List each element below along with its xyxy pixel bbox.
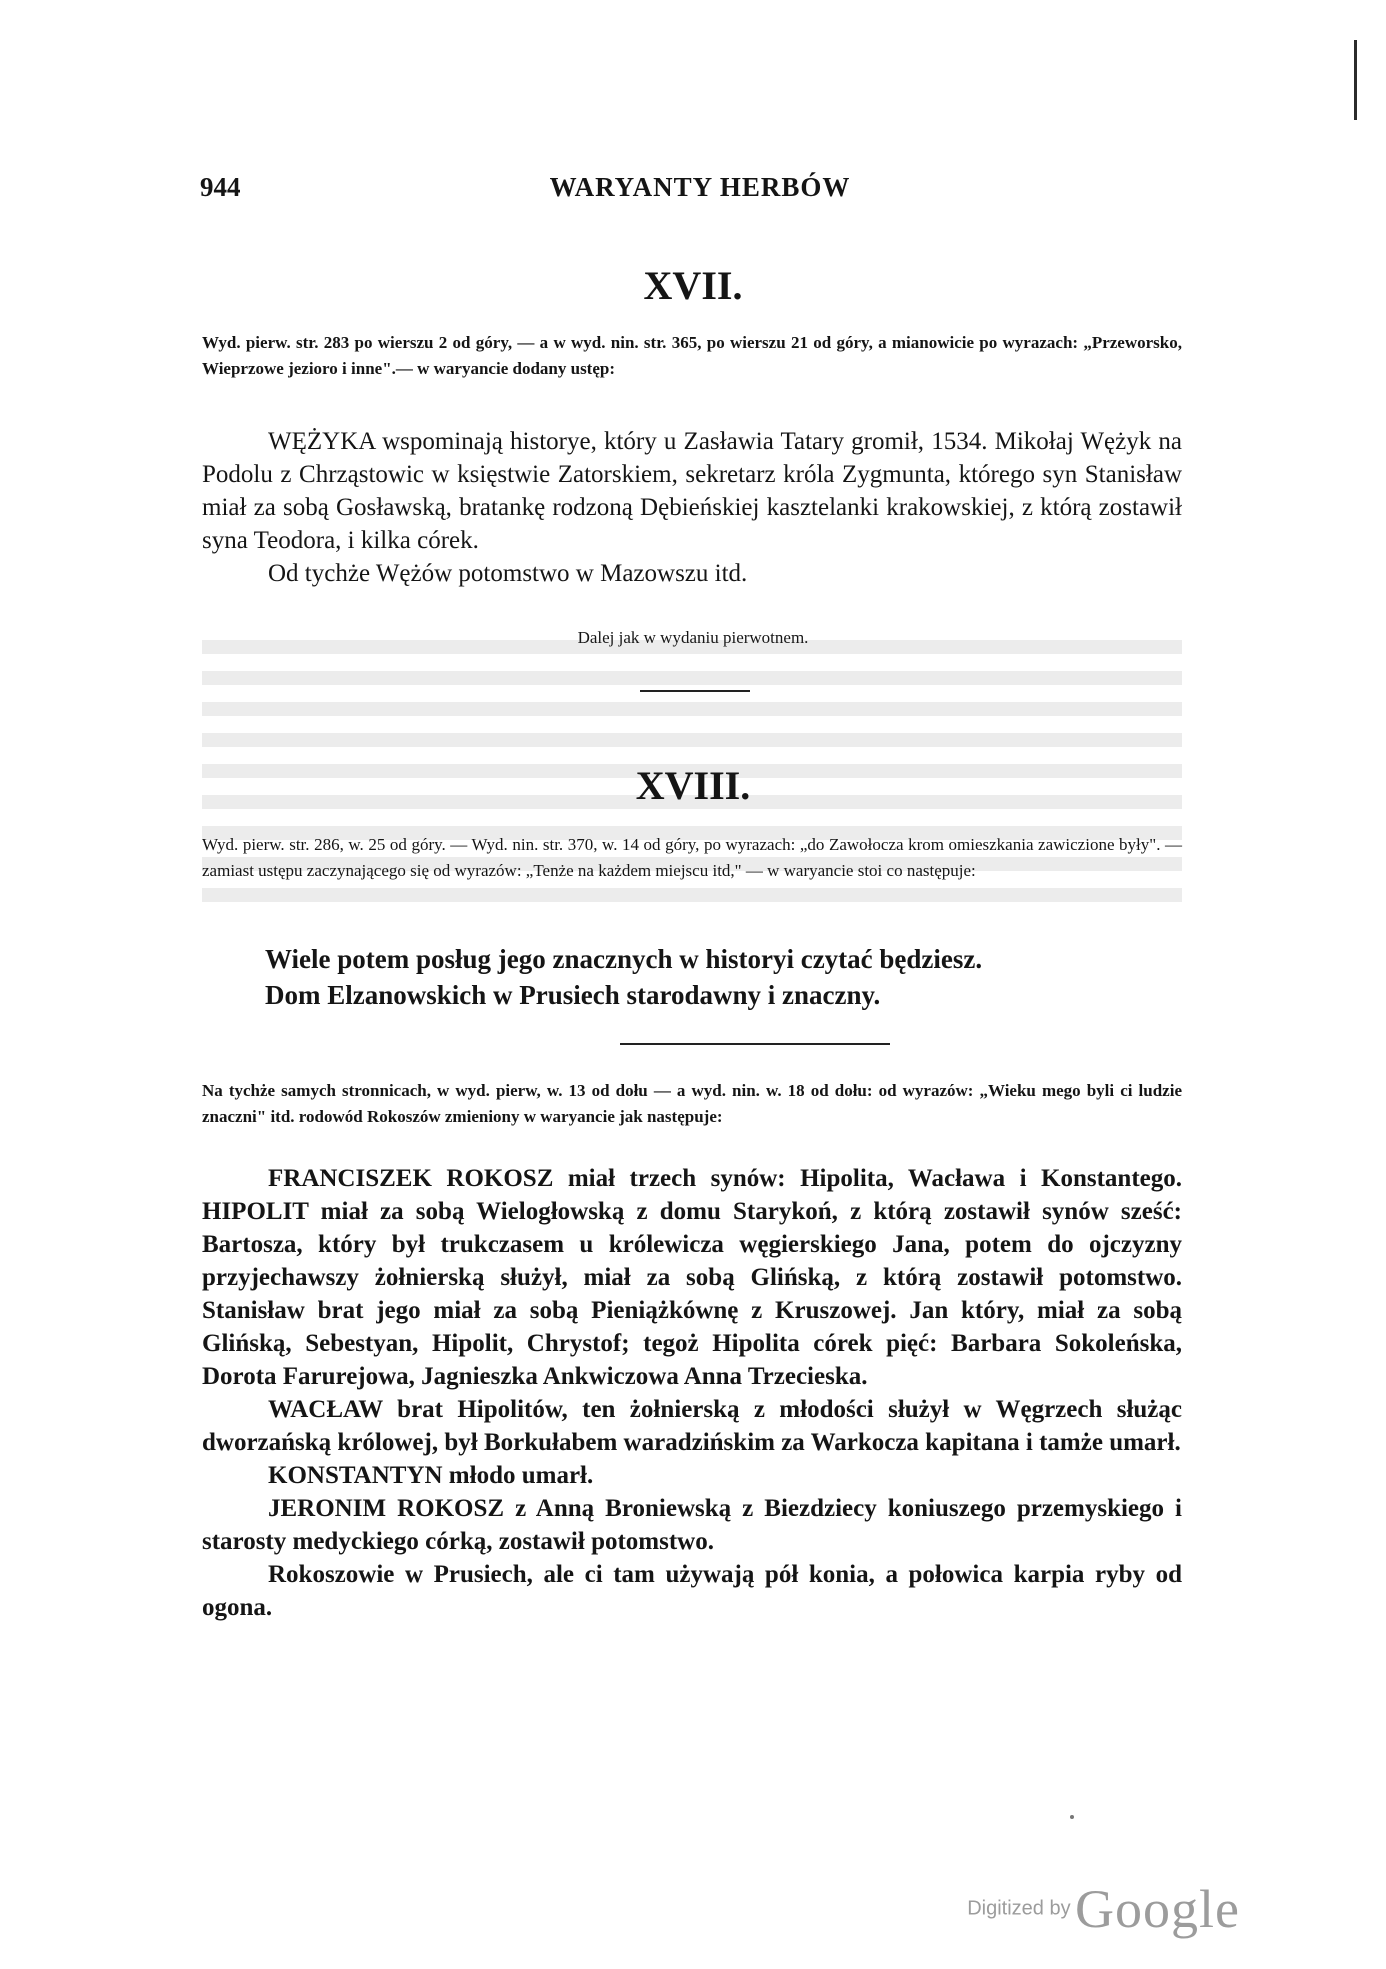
- page-number: 944: [200, 172, 241, 202]
- section-xvii-note: Wyd. pierw. str. 283 po wierszu 2 od góry, — a w wyd. nin. str. 365, po wierszu 21 od góry, a mianowicie po wyrazach: „Przeworsko, Wieprzowe jezioro i inne".— w waryancie dodany ustęp:: [202, 333, 1182, 378]
- watermark-prefix: Digitized by: [967, 1897, 1071, 1920]
- digitized-watermark: [967, 1878, 1240, 1940]
- verse-line-2: Dom Elzanowskich w Prusiech starodawny i znaczny.: [265, 980, 881, 1010]
- rokosz-paragraph-5: Rokoszowie w Prusiech, ale ci tam używają pół konia, a połowica karpia ryby od ogona.: [202, 1561, 1182, 1621]
- wezyk-paragraph: WĘŻYKA wspominają historye, który u Zasławia Tatary gromił, 1534. Mikołaj Wężyk na Podolu z Chrząstowic w księstwie Zatorskiem, sekretarz króla Zygmunta, którego syn Stanisław miał za sobą Gosławską, bratankę rodzoną Dębieńskiej kasztelanki krakowskiej, z którą zostawił syna Teodora, i kilka córek.: [202, 428, 1182, 554]
- rokosz-note: Na tychże samych stronnicach, w wyd. pierw, w. 13 od dołu — a wyd. nin. w. 18 od dołu: od wyrazów: „Wieku mego byli ci ludzie znaczni" itd. rodowód Rokoszów zmieniony w waryancie jak następuje:: [202, 1081, 1182, 1126]
- rokosz-paragraph-4: JERONIM ROKOSZ z Anną Broniewską z Biezdziecy koniuszego przemyskiego i starosty medyckiego córką, zostawił potomstwo.: [202, 1495, 1182, 1555]
- running-title: WARYANTY HERBÓW: [549, 172, 851, 202]
- rokosz-paragraph-3: KONSTANTYN młodo umarł.: [268, 1462, 594, 1489]
- wezyk-paragraph-2: Od tychże Wężów potomstwo w Mazowszu itd.: [268, 560, 748, 587]
- divider-rule-2: [620, 1043, 890, 1045]
- specks: [1070, 1815, 1074, 1819]
- verse-line-1: Wiele potem posług jego znacznych w historyi czytać będziesz.: [265, 944, 983, 974]
- section-xvii-numeral: XVII.: [643, 263, 743, 308]
- section-xviii-numeral: XVIII.: [635, 763, 751, 808]
- rokosz-text: [202, 1162, 1182, 1624]
- section-xvii-continuation: Dalej jak w wydaniu pierwotnem.: [577, 628, 809, 647]
- google-logo: Google: [1075, 1879, 1240, 1939]
- section-xviii-note: Wyd. pierw. str. 286, w. 25 od góry. — Wyd. nin. str. 370, w. 14 od góry, po wyrazach: „do Zawołocza krom omieszkania zawiczione były". — zamiast ustępu zaczynającego się od wyrazów: „Tenże na każdem miejscu itd," — w waryancie stoi co następuje:: [202, 835, 1182, 880]
- page-header: [200, 172, 1200, 212]
- divider-rule: [640, 690, 750, 692]
- rokosz-paragraph-2: WACŁAW brat Hipolitów, ten żołnierską z młodości służył w Węgrzech służąc dworzańską królowej, był Borkułabem waradzińskim za Warkocza kapitana i tamże umarł.: [202, 1396, 1182, 1456]
- section-xvii-text: [202, 425, 1182, 590]
- scan-edge-mark: [1354, 40, 1357, 120]
- rokosz-paragraph-1: FRANCISZEK ROKOSZ miał trzech synów: Hipolita, Wacława i Konstantego. HIPOLIT miał za sobą Wielogłowską z domu Starykoń, z którą zostawił synów sześć: Bartosza, który był trukczasem u królewicza węgierskiego Jana, potem do ojczyzny przyjechawszy żołnierską służył, miał za sobą Glińską, z którą zostawił potomstwo. Stanisław brat jego miał za sobą Pieniążkównę z Kruszowej. Jan który, miał za sobą Glińską, Sebestyan, Hipolit, Chrystof; tegoż Hipolita córek pięć: Barbara Sokoleńska, Dorota Farurejowa, Jagnieszka Ankwiczowa Anna Trzecieska.: [202, 1165, 1182, 1390]
